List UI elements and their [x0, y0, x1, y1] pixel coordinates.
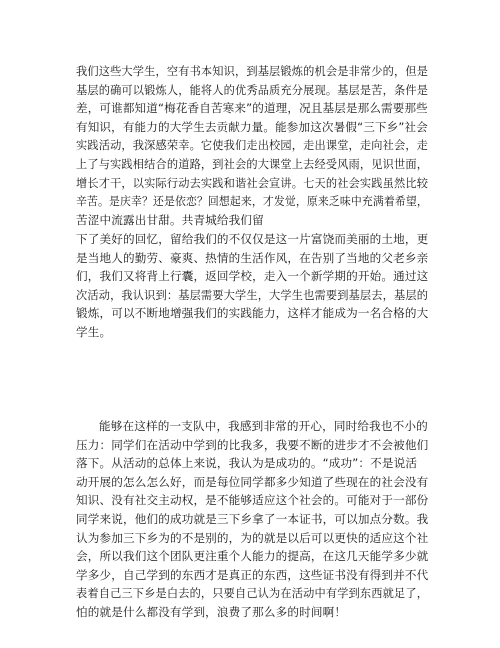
text-line: 差，可谁都知道“梅花香自苦寒来”的道理，况且基层是那么需要那些 — [76, 101, 428, 116]
text-line: 压力：同学们在活动中学到的比我多，我要不断的进步才不会被他们 — [76, 437, 429, 452]
text-line: 实践活动，我深感荣幸。它使我们走出校园，走出课堂，走向社会，走 — [76, 138, 429, 153]
text-line: 辛苦。是庆幸？还是依恋？回想起来，才发觉，原来乏味中充满着希望， — [76, 194, 428, 209]
text-line: 们，我们又将背上行囊，返回学校，走入一个新学期的开始。通过这 — [76, 269, 429, 284]
text-line: 怕的就是什么都没有学到，浪费了那么多的时间啊！ — [76, 604, 347, 619]
text-line: 落下。从活动的总体上来说，我认为是成功的。“成功”：不是说活 — [76, 456, 418, 471]
text-line: 学多少，自己学到的东西才是真正的东西，这些证书没有得到并不代 — [76, 567, 429, 582]
text-line: 次活动，我认识到：基层需要大学生，大学生也需要到基层去，基层的 — [76, 287, 429, 302]
text-line: 学生。 — [76, 324, 112, 339]
text-line: 表着自己三下乡是白去的，只要自己认为在活动中有学到东西就足了， — [76, 586, 429, 601]
paragraph-2 — [76, 230, 428, 342]
text-line: 有知识，有能力的大学生去贡献力量。能参加这次暑假“三下乡”社会 — [76, 119, 428, 134]
text-line: 会，所以我们这个团队更注重个人能力的提高，在这几天能学多少就 — [76, 549, 429, 564]
text-line: 苦涩中流露出甘甜。共青城给我们留 — [76, 212, 264, 227]
text-line: 能够在这样的一支队中，我感到非常的开心，同时给我也不小的 — [99, 419, 428, 433]
text-line: 下了美好的回忆，留给我们的不仅仅是这一片富饶而美丽的土地，更 — [76, 232, 429, 246]
text-line: 认为参加三下乡为的不是别的，为的就是以后可以更快的适应这个社 — [76, 530, 429, 545]
text-line: 上了与实践相结合的道路，到社会的大课堂上去经受风雨，见识世面， — [76, 156, 429, 171]
text-line: 锻炼，可以不断地增强我们的实践能力，这样才能成为一名合格的大 — [76, 306, 429, 321]
text-line: 基层的确可以锻炼人，能将人的优秀品质充分展现。基层是苦，条件是 — [76, 82, 429, 97]
text-line: 我们这些大学生，空有书本知识，到基层锻炼的机会是非常少的，但是 — [76, 64, 429, 78]
text-line: 同学来说，他们的成功就是三下乡拿了一本证书，可以加点分数。我 — [76, 511, 429, 526]
paragraph-1 — [76, 62, 428, 229]
text-line: 动开展的怎么怎么好，而是每位同学都多少知道了些现在的社会没有 — [76, 474, 429, 489]
paragraph-3 — [76, 417, 428, 622]
text-line: 知识、没有社交主动权，是不能够适应这个社会的。可能对于一部份 — [76, 493, 429, 508]
text-line: 是当地人的勤劳、豪爽、热情的生活作风，在告别了当地的父老乡亲 — [76, 250, 429, 265]
text-line: 增长才干，以实际行动去实践和谐社会宣讲。七天的社会实践虽然比较 — [76, 175, 429, 190]
